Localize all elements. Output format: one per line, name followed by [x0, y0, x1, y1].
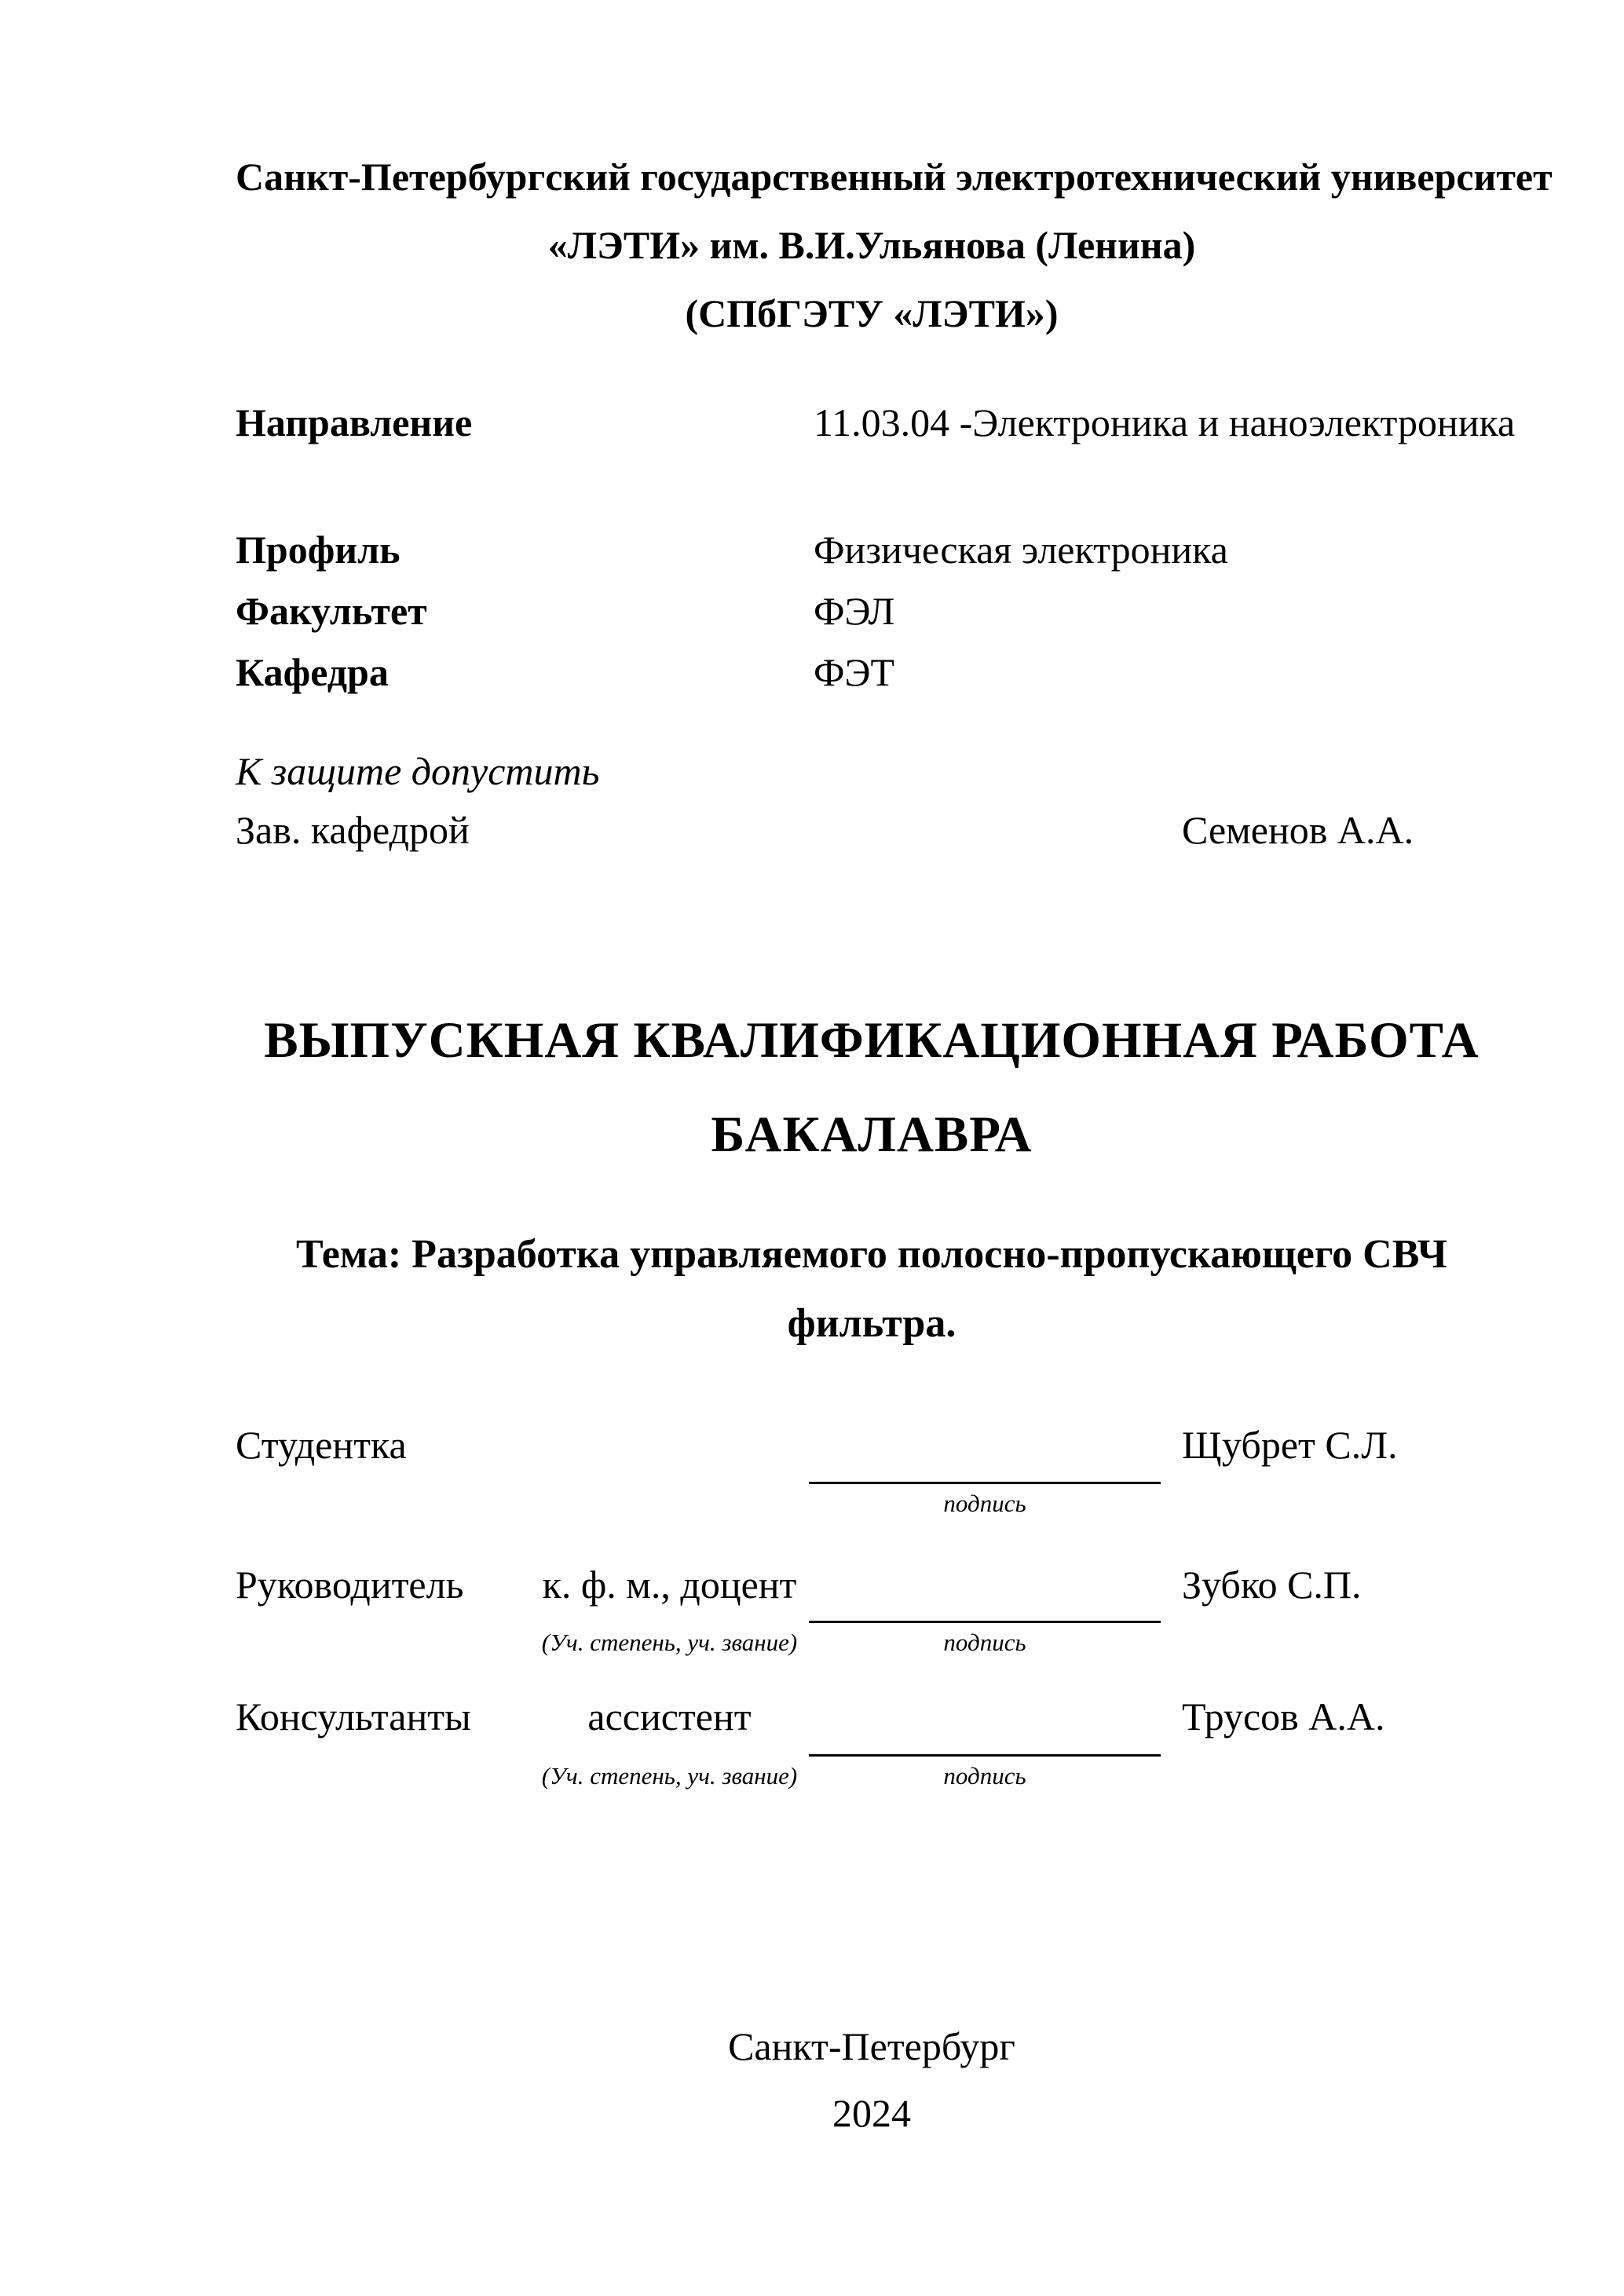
- supervisor-degree-caption: (Уч. степень, уч. звание): [541, 1629, 798, 1656]
- consultant-name: Трусов А.А.: [1182, 1695, 1385, 1738]
- consultant-signature-line: [809, 1754, 1161, 1757]
- footer-city: Санкт-Петербург: [728, 2024, 1015, 2068]
- consultant-signature-caption: подпись: [943, 1762, 1026, 1790]
- supervisor-degree: к. ф. м., доцент: [542, 1563, 797, 1607]
- topic-line-2: фильтра.: [787, 1301, 956, 1346]
- student-name: Щубрет С.Л.: [1182, 1423, 1398, 1467]
- profile-field-label: Профиль: [236, 528, 401, 572]
- profile-field-value: Физическая электроника: [814, 528, 1228, 572]
- department-head-label: Зав. кафедрой: [236, 808, 470, 852]
- student-signature-caption: подпись: [943, 1490, 1026, 1517]
- work-title-line-1: ВЫПУСКНАЯ КВАЛИФИКАЦИОННАЯ РАБОТА: [264, 1012, 1480, 1069]
- student-role-label: Студентка: [236, 1423, 407, 1467]
- direction-field-label: Направление: [236, 400, 473, 444]
- department-field-label: Кафедра: [236, 650, 389, 694]
- university-name-line-3: (СПбГЭТУ «ЛЭТИ»): [685, 291, 1059, 335]
- student-signature-line: [809, 1482, 1161, 1484]
- supervisor-signature-line: [809, 1621, 1161, 1623]
- department-head-name: Семенов А.А.: [1182, 808, 1414, 852]
- supervisor-name: Зубко С.П.: [1182, 1563, 1362, 1607]
- faculty-field-value: ФЭЛ: [814, 589, 895, 633]
- consultant-degree-caption: (Уч. степень, уч. звание): [541, 1762, 798, 1790]
- consultant-degree: ассистент: [587, 1695, 752, 1738]
- department-field-value: ФЭТ: [814, 650, 895, 694]
- footer-year: 2024: [832, 2091, 911, 2135]
- university-name-line-1: Санкт-Петербургский государственный электротехнический университет: [236, 155, 1553, 199]
- supervisor-role-label: Руководитель: [236, 1563, 464, 1607]
- work-title-line-2: БАКАЛАВРА: [711, 1106, 1033, 1163]
- faculty-field-label: Факультет: [236, 589, 427, 633]
- topic-line-1: Тема: Разработка управляемого полосно-пропускающего СВЧ: [296, 1232, 1447, 1277]
- consultant-role-label: Консультанты: [236, 1695, 471, 1738]
- supervisor-signature-caption: подпись: [943, 1629, 1026, 1656]
- direction-field-value: 11.03.04 -Электроника и наноэлектроника: [814, 400, 1516, 444]
- admission-note: К защите допустить: [236, 749, 600, 793]
- university-name-line-2: «ЛЭТИ» им. В.И.Ульянова (Ленина): [547, 223, 1196, 267]
